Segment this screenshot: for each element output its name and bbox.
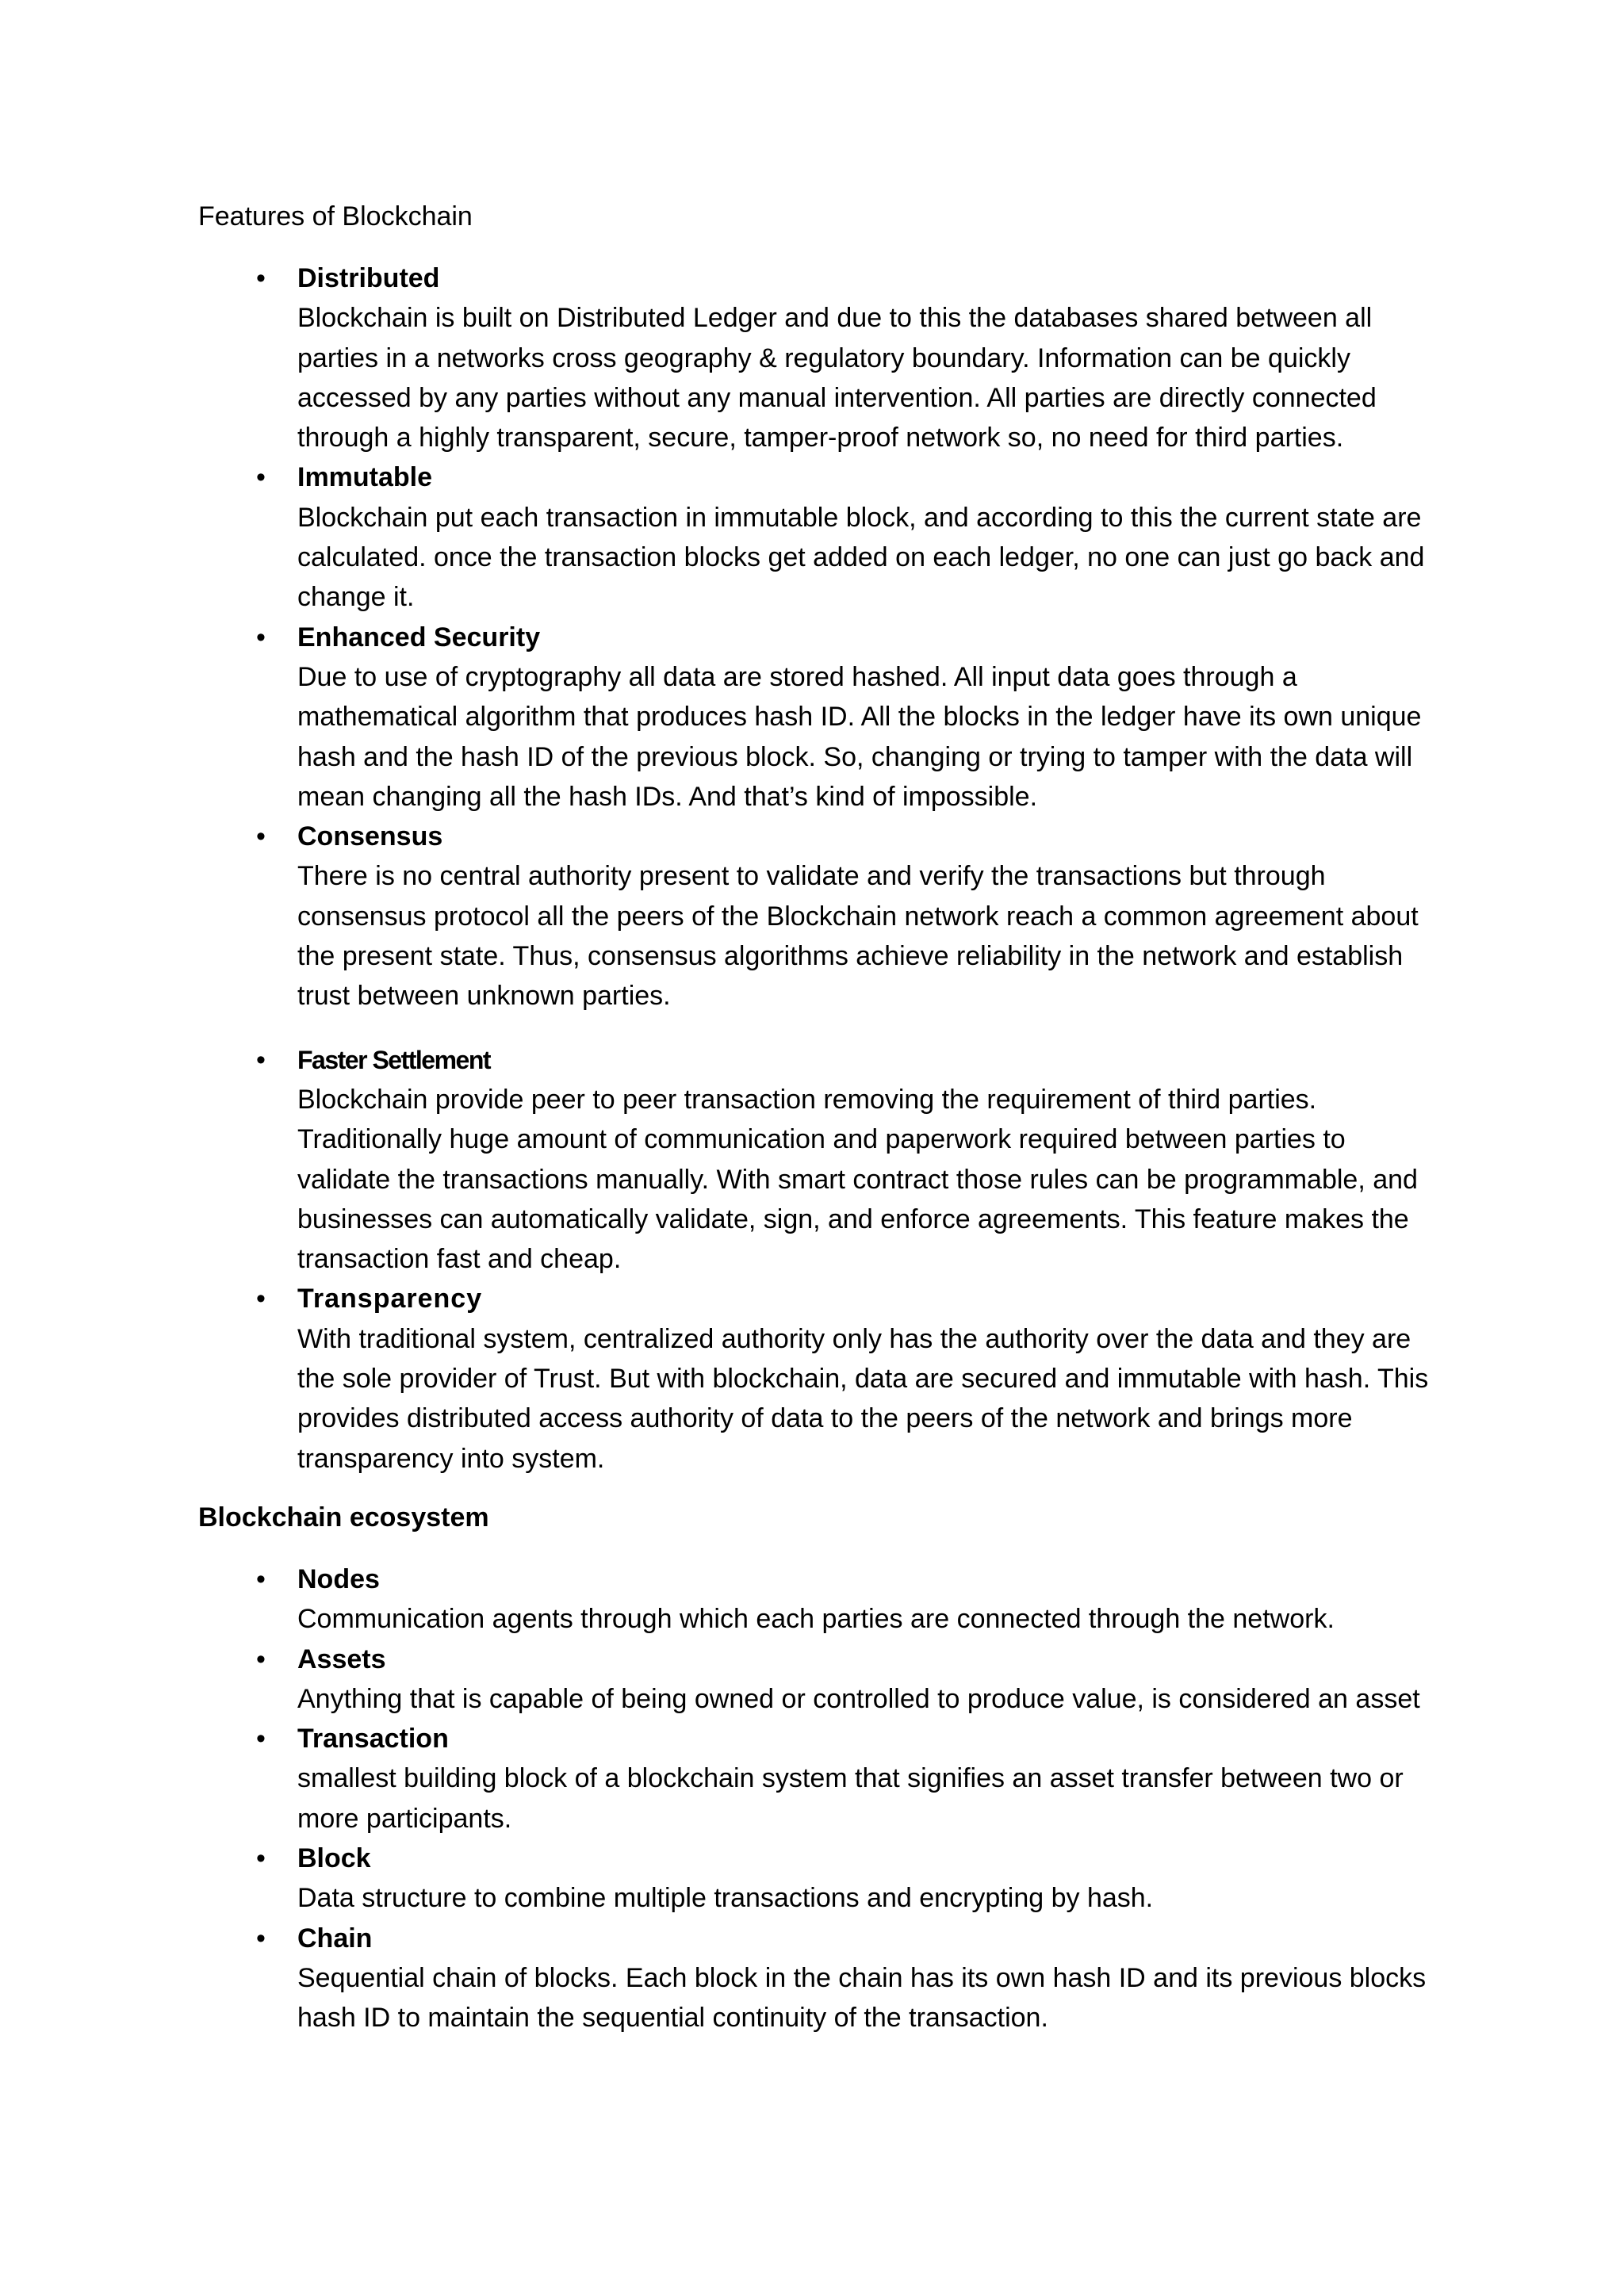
bullet-icon: • [256,1923,266,1954]
list-item [198,618,1443,817]
list-item [198,457,1443,617]
item-description: Blockchain put each transaction in immutable block, and according to this the current state are calculated. once the transaction blocks get added on each ledger, no one can just go back and change it. [297,502,1425,613]
bullet-icon: • [256,1044,266,1075]
list-item [198,1040,1443,1280]
list-item [198,1640,1443,1720]
section-heading-ecosystem: Blockchain ecosystem [198,1502,489,1533]
list-item [198,1719,1443,1839]
item-term: Block [297,1843,371,1873]
item-term: Transparency [297,1284,483,1314]
item-term: Distributed [297,263,440,293]
bullet-icon: • [256,821,266,852]
item-description: Anything that is capable of being owned or controlled to produce value, is considered an asset [297,1683,1420,1714]
ecosystem-list [198,1559,1443,2038]
item-term: Assets [297,1644,386,1674]
item-description: Sequential chain of blocks. Each block in the chain has its own hash ID and its previous blocks hash ID to maintain the sequential continuity of the transaction. [297,1962,1427,2034]
bullet-icon: • [256,263,266,293]
item-term: Immutable [297,462,433,493]
bullet-icon: • [256,622,266,652]
list-item [198,1279,1443,1478]
item-description: With traditional system, centralized authority only has the authority over the data and they are the sole provider of Trust. But with blockchain, data are secured and immutable with hash. This provides distributed access authority of data to the peers of the network and brings more transparency into system. [297,1323,1429,1474]
item-description: Blockchain is built on Distributed Ledger and due to this the databases shared between all parties in a networks cross geography & regulatory boundary. Information can be quickly accessed by any parties without any manual intervention. All parties are directly connected through a highly transparent, secure, tamper-proof network so, no need for third parties. [297,303,1377,453]
item-description: Data structure to combine multiple transactions and encrypting by hash. [297,1883,1154,1914]
item-description: Communication agents through which each parties are connected through the network. [297,1604,1335,1635]
item-term: Consensus [297,821,443,852]
bullet-icon: • [256,462,266,493]
item-term: Chain [297,1923,373,1954]
list-item [198,1839,1443,1919]
list-item [198,1559,1443,1640]
item-term: Transaction [297,1724,449,1755]
item-description: There is no central authority present to validate and verify the transactions but through consensus protocol all the peers of the Blockchain network reach a common agreement about the present state. Thus, consensus algorithms achieve reliability in the network and establish trust between unknown parties. [297,861,1419,1012]
bullet-icon: • [256,1843,266,1873]
list-item [198,258,1443,457]
item-term: Enhanced Security [297,622,541,652]
bullet-icon: • [256,1284,266,1314]
item-description: smallest building block of a blockchain system that signifies an asset transfer between two or more participants. [297,1763,1404,1834]
bullet-icon: • [256,1644,266,1674]
item-term: Nodes [297,1563,380,1594]
features-list [198,258,1443,1479]
item-term: Faster Settlement [297,1045,491,1074]
section-heading-features: Features of Blockchain [198,201,473,232]
list-item [198,817,1443,1016]
item-description: Blockchain provide peer to peer transaction removing the requirement of third parties. Traditionally huge amount of communication and paperwork required between parties to validate the transactions manually. With smart contract those rules can be programmable, and businesses can automatically validate, sign, and enforce agreements. This feature makes the transaction fast and cheap. [297,1084,1418,1275]
list-item [198,1919,1443,2038]
bullet-icon: • [256,1563,266,1594]
document-body [198,197,1443,2038]
bullet-icon: • [256,1724,266,1755]
item-description: Due to use of cryptography all data are stored hashed. All input data goes through a mathematical algorithm that produces hash ID. All the blocks in the ledger have its own unique hash and the hash ID of the previous block. So, changing or trying to tamper with the data will mean changing all the hash IDs. And that’s kind of impossible. [297,661,1422,812]
